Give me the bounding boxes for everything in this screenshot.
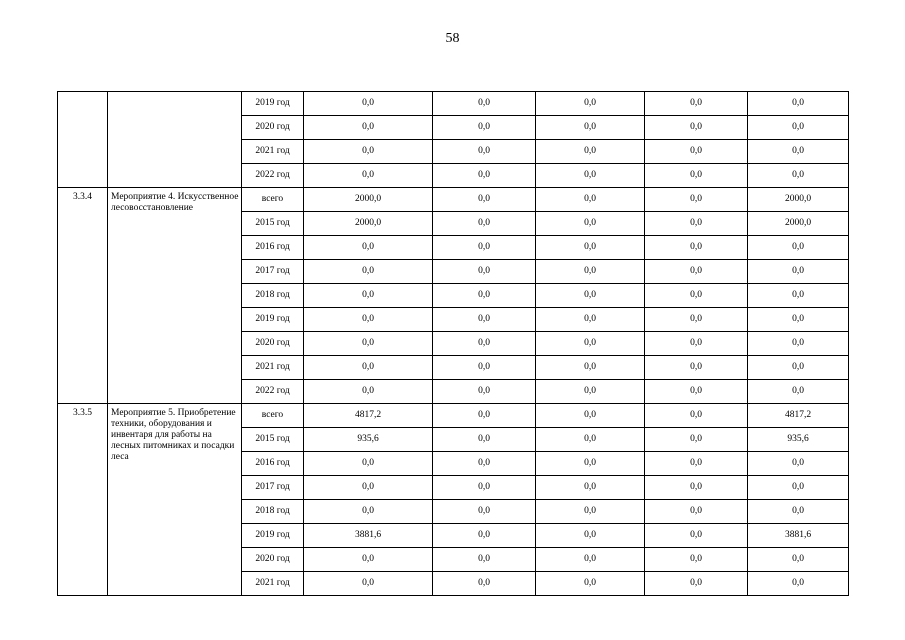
value-cell: 0,0 <box>645 164 748 188</box>
value-cell: 0,0 <box>304 308 433 332</box>
value-cell: 0,0 <box>748 140 849 164</box>
value-cell: 0,0 <box>748 164 849 188</box>
value-cell: 0,0 <box>536 284 645 308</box>
value-cell: 0,0 <box>748 260 849 284</box>
value-cell: 0,0 <box>433 428 536 452</box>
value-cell: 0,0 <box>748 476 849 500</box>
period-cell: 2018 год <box>242 284 304 308</box>
value-cell: 0,0 <box>304 260 433 284</box>
value-cell: 0,0 <box>304 284 433 308</box>
value-cell: 0,0 <box>304 476 433 500</box>
value-cell: 0,0 <box>433 308 536 332</box>
period-cell: 2020 год <box>242 548 304 572</box>
value-cell: 0,0 <box>645 380 748 404</box>
period-cell: всего <box>242 404 304 428</box>
value-cell: 0,0 <box>433 404 536 428</box>
value-cell: 0,0 <box>645 140 748 164</box>
value-cell: 0,0 <box>645 548 748 572</box>
value-cell: 0,0 <box>645 188 748 212</box>
value-cell: 0,0 <box>748 548 849 572</box>
value-cell: 0,0 <box>433 524 536 548</box>
value-cell: 0,0 <box>304 380 433 404</box>
value-cell: 0,0 <box>536 524 645 548</box>
value-cell: 4817,2 <box>748 404 849 428</box>
value-cell: 0,0 <box>748 452 849 476</box>
period-cell: 2016 год <box>242 236 304 260</box>
value-cell: 0,0 <box>536 212 645 236</box>
value-cell: 0,0 <box>536 308 645 332</box>
value-cell: 0,0 <box>304 116 433 140</box>
value-cell: 0,0 <box>748 236 849 260</box>
value-cell: 0,0 <box>536 476 645 500</box>
value-cell: 0,0 <box>433 236 536 260</box>
value-cell: 0,0 <box>433 548 536 572</box>
value-cell: 2000,0 <box>304 188 433 212</box>
value-cell: 0,0 <box>304 236 433 260</box>
value-cell: 3881,6 <box>304 524 433 548</box>
value-cell: 0,0 <box>433 452 536 476</box>
value-cell: 0,0 <box>645 212 748 236</box>
value-cell: 0,0 <box>433 284 536 308</box>
period-cell: 2019 год <box>242 308 304 332</box>
section-name: Мероприятие 4. Искусственное лесовосстановление <box>108 188 242 404</box>
value-cell: 0,0 <box>645 452 748 476</box>
table-row <box>58 92 849 116</box>
value-cell: 0,0 <box>645 332 748 356</box>
value-cell: 0,0 <box>645 284 748 308</box>
value-cell: 0,0 <box>536 428 645 452</box>
value-cell: 0,0 <box>645 524 748 548</box>
value-cell: 2000,0 <box>748 212 849 236</box>
period-cell: всего <box>242 188 304 212</box>
period-cell: 2016 год <box>242 452 304 476</box>
period-cell: 2022 год <box>242 380 304 404</box>
value-cell: 0,0 <box>536 116 645 140</box>
value-cell: 0,0 <box>645 356 748 380</box>
value-cell: 0,0 <box>536 188 645 212</box>
period-cell: 2017 год <box>242 260 304 284</box>
budget-table <box>57 91 849 596</box>
value-cell: 0,0 <box>748 92 849 116</box>
value-cell: 2000,0 <box>748 188 849 212</box>
value-cell: 0,0 <box>645 236 748 260</box>
value-cell: 0,0 <box>536 356 645 380</box>
value-cell: 0,0 <box>304 140 433 164</box>
period-cell: 2020 год <box>242 116 304 140</box>
period-cell: 2018 год <box>242 500 304 524</box>
value-cell: 0,0 <box>433 188 536 212</box>
value-cell: 0,0 <box>645 308 748 332</box>
value-cell: 0,0 <box>304 332 433 356</box>
value-cell: 0,0 <box>748 332 849 356</box>
value-cell: 0,0 <box>536 332 645 356</box>
value-cell: 0,0 <box>748 116 849 140</box>
value-cell: 0,0 <box>645 500 748 524</box>
section-name <box>108 92 242 188</box>
value-cell: 0,0 <box>433 500 536 524</box>
value-cell: 0,0 <box>304 452 433 476</box>
page-number: 58 <box>445 31 460 46</box>
value-cell: 0,0 <box>304 548 433 572</box>
value-cell: 0,0 <box>536 92 645 116</box>
value-cell: 0,0 <box>433 260 536 284</box>
period-cell: 2015 год <box>242 212 304 236</box>
value-cell: 0,0 <box>304 500 433 524</box>
value-cell: 0,0 <box>433 356 536 380</box>
value-cell: 0,0 <box>536 548 645 572</box>
value-cell: 0,0 <box>536 452 645 476</box>
value-cell: 0,0 <box>433 164 536 188</box>
value-cell: 0,0 <box>304 356 433 380</box>
value-cell: 0,0 <box>433 476 536 500</box>
value-cell: 0,0 <box>748 356 849 380</box>
period-cell: 2021 год <box>242 140 304 164</box>
value-cell: 0,0 <box>748 308 849 332</box>
value-cell: 0,0 <box>645 572 748 596</box>
table-row <box>58 404 849 428</box>
value-cell: 0,0 <box>536 164 645 188</box>
value-cell: 0,0 <box>304 92 433 116</box>
value-cell: 0,0 <box>645 404 748 428</box>
value-cell: 0,0 <box>536 404 645 428</box>
period-cell: 2019 год <box>242 92 304 116</box>
value-cell: 0,0 <box>536 260 645 284</box>
value-cell: 935,6 <box>304 428 433 452</box>
value-cell: 0,0 <box>645 428 748 452</box>
section-name: Мероприятие 5. Приобретение техники, оборудования и инвентаря для работы на лесных питомниках и посадки леса <box>108 404 242 596</box>
value-cell: 0,0 <box>748 500 849 524</box>
value-cell: 0,0 <box>304 572 433 596</box>
value-cell: 4817,2 <box>304 404 433 428</box>
value-cell: 0,0 <box>748 572 849 596</box>
value-cell: 0,0 <box>645 260 748 284</box>
value-cell: 0,0 <box>433 380 536 404</box>
section-number <box>58 92 108 188</box>
value-cell: 2000,0 <box>304 212 433 236</box>
value-cell: 0,0 <box>433 572 536 596</box>
value-cell: 0,0 <box>304 164 433 188</box>
value-cell: 0,0 <box>645 92 748 116</box>
value-cell: 0,0 <box>433 116 536 140</box>
value-cell: 3881,6 <box>748 524 849 548</box>
value-cell: 0,0 <box>748 284 849 308</box>
period-cell: 2020 год <box>242 332 304 356</box>
section-number: 3.3.4 <box>58 188 108 404</box>
value-cell: 0,0 <box>433 140 536 164</box>
value-cell: 935,6 <box>748 428 849 452</box>
period-cell: 2021 год <box>242 572 304 596</box>
value-cell: 0,0 <box>536 140 645 164</box>
period-cell: 2019 год <box>242 524 304 548</box>
value-cell: 0,0 <box>748 380 849 404</box>
value-cell: 0,0 <box>433 92 536 116</box>
value-cell: 0,0 <box>536 236 645 260</box>
value-cell: 0,0 <box>536 572 645 596</box>
value-cell: 0,0 <box>536 380 645 404</box>
value-cell: 0,0 <box>433 212 536 236</box>
section-number: 3.3.5 <box>58 404 108 596</box>
period-cell: 2021 год <box>242 356 304 380</box>
value-cell: 0,0 <box>645 116 748 140</box>
period-cell: 2017 год <box>242 476 304 500</box>
value-cell: 0,0 <box>433 332 536 356</box>
period-cell: 2015 год <box>242 428 304 452</box>
period-cell: 2022 год <box>242 164 304 188</box>
value-cell: 0,0 <box>536 500 645 524</box>
value-cell: 0,0 <box>645 476 748 500</box>
table-row <box>58 188 849 212</box>
